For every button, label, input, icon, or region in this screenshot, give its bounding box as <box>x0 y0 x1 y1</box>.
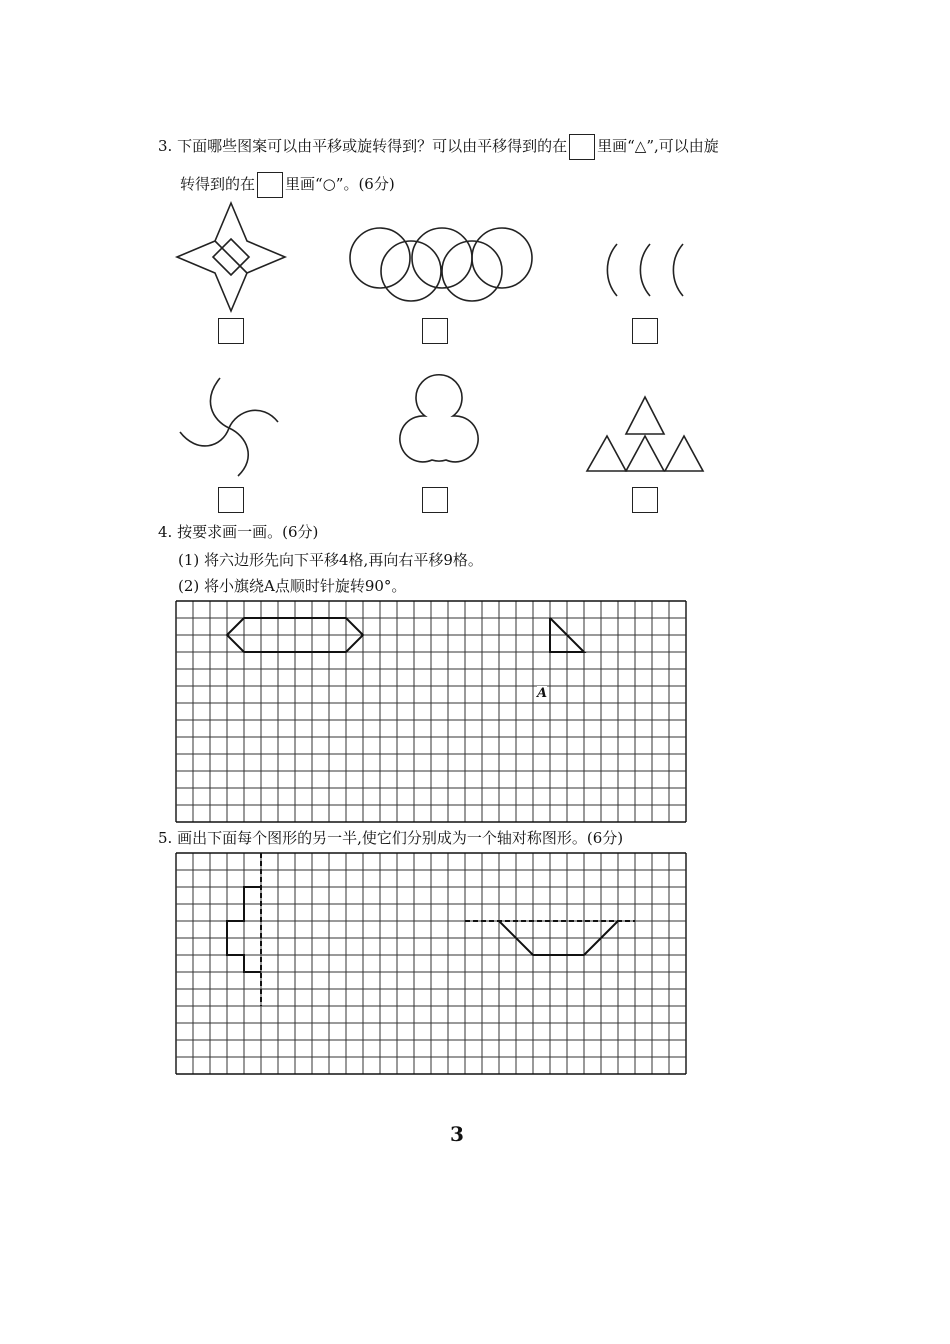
q3-text-part4: 里画“○”。(6分) <box>285 175 395 193</box>
q5-title-text: 画出下面每个图形的另一半,使它们分别成为一个轴对称图形。(6分) <box>177 829 624 847</box>
q4-sub-2: (2) 将小旗绕A点顺时针旋转90°。 <box>178 577 407 595</box>
three-arcs-icon <box>595 240 695 300</box>
answer-box-2[interactable] <box>422 318 448 344</box>
trefoil-icon <box>380 375 495 475</box>
inline-answer-box <box>569 134 595 160</box>
q3-text-part3: 转得到的在 <box>180 175 256 193</box>
q5-grid[interactable] <box>176 853 686 1074</box>
q4-sub-1: (1) 将六边形先向下平移4格,再向右平移9格。 <box>178 551 483 569</box>
q3-number: 3. <box>158 137 173 155</box>
four-point-star-icon <box>170 200 295 315</box>
triangle-stack-icon <box>583 393 708 475</box>
q5-number: 5. <box>158 829 173 847</box>
answer-box-4[interactable] <box>218 487 244 513</box>
q4-title <box>158 522 318 542</box>
q3-text-part1: 下面哪些图案可以由平移或旋转得到？可以由平移得到的在 <box>177 137 568 155</box>
page-number: 3 <box>450 1122 464 1146</box>
answer-box-6[interactable] <box>632 487 658 513</box>
pinwheel-icon <box>172 370 287 485</box>
olympic-rings-icon <box>345 225 530 305</box>
answer-box-1[interactable] <box>218 318 244 344</box>
q4-title-text: 按要求画一画。(6分) <box>177 523 319 541</box>
inline-answer-box <box>257 172 283 198</box>
q4-grid[interactable] <box>176 601 686 822</box>
q3-line-2 <box>180 172 395 198</box>
point-a-label: A <box>537 686 548 701</box>
q5-title <box>158 828 623 848</box>
q3-line-1 <box>158 134 719 160</box>
answer-box-5[interactable] <box>422 487 448 513</box>
answer-box-3[interactable] <box>632 318 658 344</box>
q3-text-part2: 里画“△”,可以由旋 <box>597 137 719 155</box>
q4-number: 4. <box>158 523 173 541</box>
